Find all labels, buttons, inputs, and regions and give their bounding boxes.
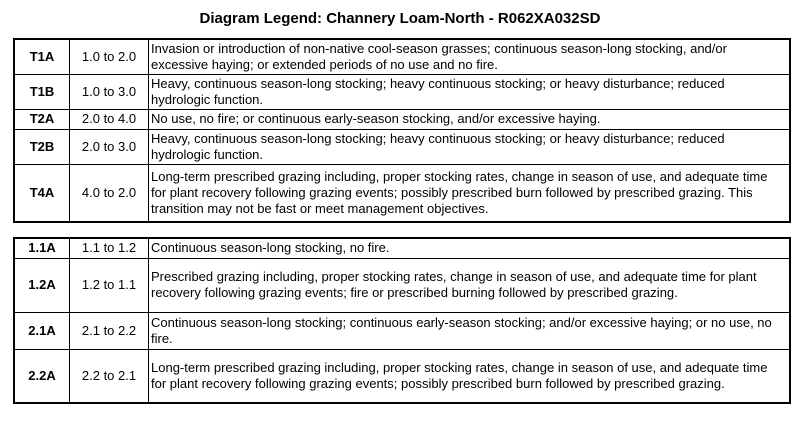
row-description: Prescribed grazing including, proper stocking rates, change in season of use, and adequate time for plant recovery following grazing events; fire or prescribed burning followed by prescribed grazing.	[149, 258, 791, 312]
row-range: 1.0 to 3.0	[70, 74, 149, 109]
row-code: 2.1A	[14, 312, 70, 349]
row-range: 1.0 to 2.0	[70, 39, 149, 74]
row-range: 4.0 to 2.0	[70, 164, 149, 222]
row-description: Heavy, continuous season-long stocking; heavy continuous stocking; or heavy disturbance; reduced hydrologic function.	[149, 129, 791, 164]
transitions-table	[13, 38, 791, 223]
row-description: Long-term prescribed grazing including, proper stocking rates, change in season of use, and adequate time for plant recovery following grazing events; possibly prescribed burn followed by prescribed grazing. This transition may not be fast or meet management objectives.	[149, 164, 791, 222]
row-code: 1.2A	[14, 258, 70, 312]
row-description: Continuous season-long stocking; continuous early-season stocking; and/or excessive haying; or no use, no fire.	[149, 312, 791, 349]
row-code: 2.2A	[14, 349, 70, 403]
row-code: T1B	[14, 74, 70, 109]
row-range: 1.2 to 1.1	[70, 258, 149, 312]
row-range: 2.1 to 2.2	[70, 312, 149, 349]
table-row	[14, 238, 790, 258]
row-code: T4A	[14, 164, 70, 222]
pathways-table	[13, 237, 791, 404]
row-code: T2A	[14, 109, 70, 129]
row-description: Invasion or introduction of non-native cool-season grasses; continuous season-long stocking, and/or excessive haying; or extended periods of no use and no fire.	[149, 39, 791, 74]
row-range: 1.1 to 1.2	[70, 238, 149, 258]
table-row	[14, 129, 790, 164]
row-range: 2.0 to 3.0	[70, 129, 149, 164]
table-row	[14, 39, 790, 74]
row-code: T1A	[14, 39, 70, 74]
table-row	[14, 312, 790, 349]
row-code: 1.1A	[14, 238, 70, 258]
row-description: Long-term prescribed grazing including, proper stocking rates, change in season of use, and adequate time for plant recovery following grazing events; possibly prescribed burn followed by prescribed grazing.	[149, 349, 791, 403]
table-row	[14, 109, 790, 129]
row-description: No use, no fire; or continuous early-season stocking, and/or excessive haying.	[149, 109, 791, 129]
table-row	[14, 349, 790, 403]
page-title: Diagram Legend: Channery Loam-North - R062XA032SD	[199, 10, 601, 27]
row-range: 2.0 to 4.0	[70, 109, 149, 129]
table-row	[14, 164, 790, 222]
row-range: 2.2 to 2.1	[70, 349, 149, 403]
table-row	[14, 74, 790, 109]
row-description: Continuous season-long stocking, no fire.	[149, 238, 791, 258]
row-code: T2B	[14, 129, 70, 164]
row-description: Heavy, continuous season-long stocking; heavy continuous stocking; or heavy disturbance; reduced hydrologic function.	[149, 74, 791, 109]
table-row	[14, 258, 790, 312]
